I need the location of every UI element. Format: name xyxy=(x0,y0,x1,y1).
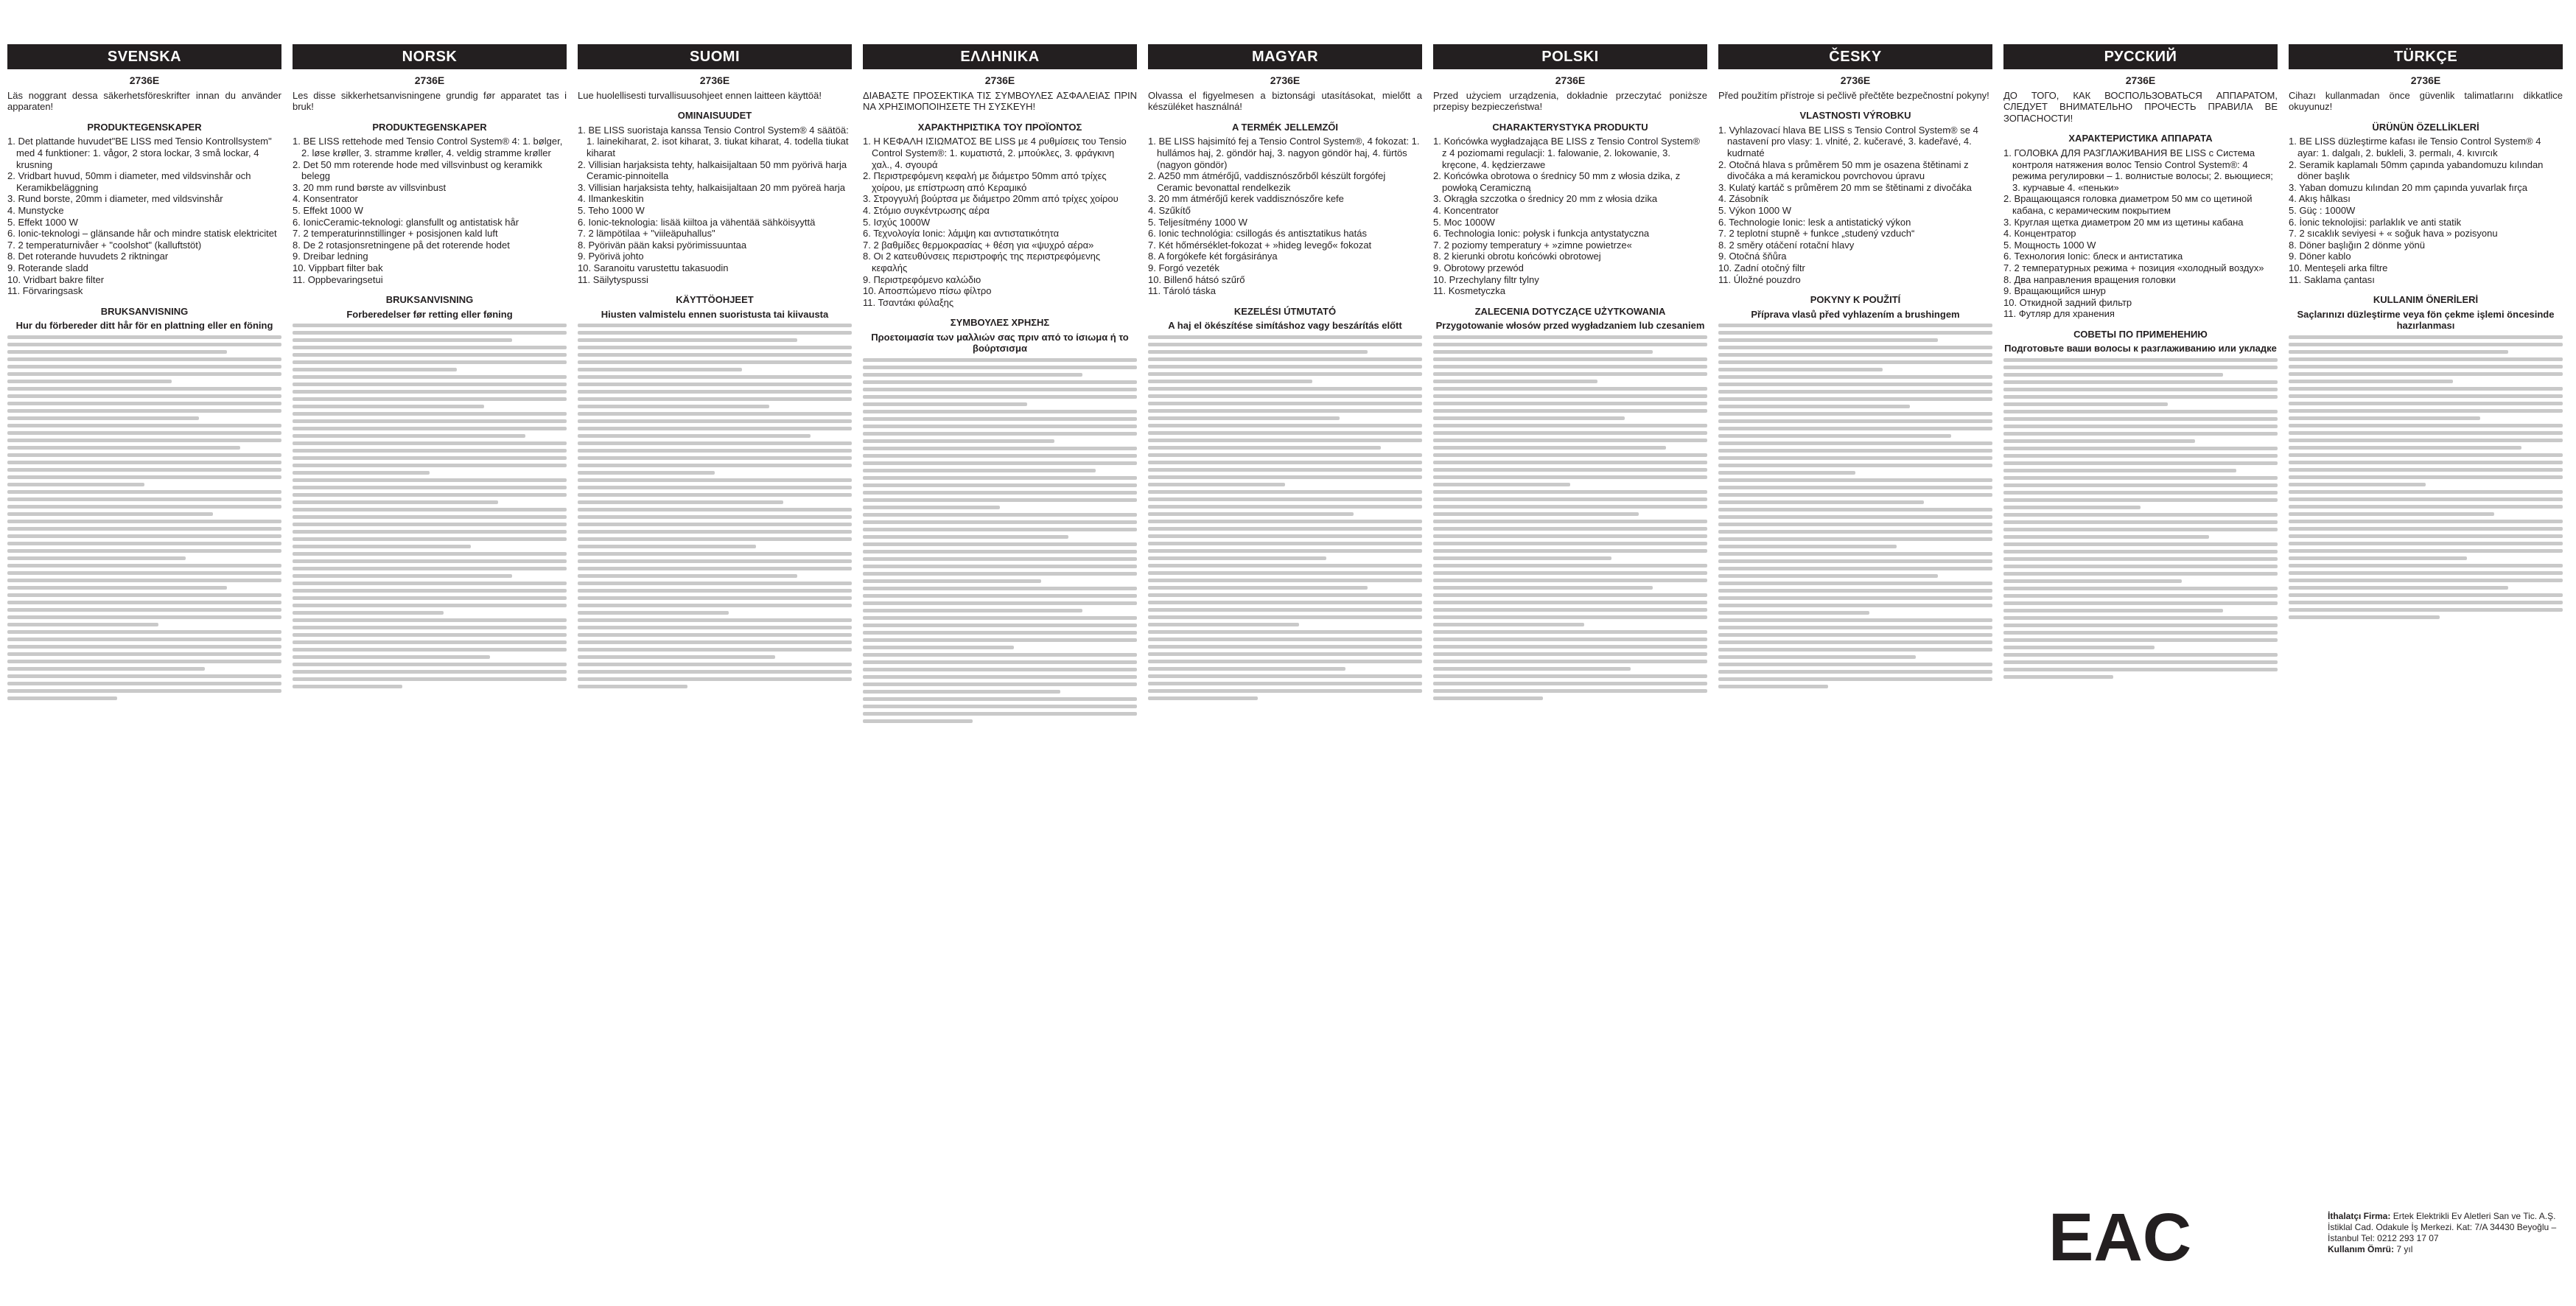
feature-item: 3. Okrągła szczotka o średnicy 20 mm z włosia dzika xyxy=(1433,193,1658,205)
feature-item: 1. Det plattande huvudet"BE LISS med Tensio Kontrollsystem" med 4 funktioner: 1. vågor, 2 stora lockar, 3 små lockar, 4 krusning xyxy=(7,136,272,170)
feature-item: 4. Ilmankeskitin xyxy=(578,193,644,205)
feature-item: 6. Ionic technológia: csillogás és antisztatikus hatás xyxy=(1148,228,1368,240)
feature-item: 7. 2 температурных режима + позиция «холодный воздух» xyxy=(2003,262,2264,273)
feature-item: 2. Περιστρεφόμενη κεφαλή με διάμετρο 50mm από τρίχες χοίρου, με επίστρωση από Κεραμικό xyxy=(863,170,1107,193)
feature-item: 6. Τεχνολογία Ionic: λάμψη και αντιστατικότητα xyxy=(863,228,1060,240)
body-text-placeholder xyxy=(7,335,281,700)
feature-item: 10. Przechylany filtr tylny xyxy=(1433,273,1539,285)
body-text-placeholder xyxy=(863,358,1137,723)
model-code: 2736E xyxy=(414,74,445,86)
model-code: 2736E xyxy=(1555,74,1586,86)
feature-item: 5. Výkon 1000 W xyxy=(1718,204,1791,216)
feature-item: 2. Otočná hlava s průměrem 50 mm je osazena štětinami z divočáka a má keramickou povrchovou úpravu xyxy=(1718,158,1969,182)
feature-item: 2. Villisian harjaksista tehty, halkaisijaltaan 50 mm pyörivä harja Ceramic-pinnoitella xyxy=(578,158,847,182)
feature-item: 3. Στρογγυλή βούρτσα με διάμετρο 20mm από τρίχες χοίρου xyxy=(863,193,1119,205)
usage-title: ΣΥΜΒΟΥΛΕΣ ΧΡΗΣΗΣ xyxy=(950,317,1050,329)
feature-item: 7. 2 temperaturinnstillinger + posisjonen kald luft xyxy=(293,228,498,240)
turkey-importer-block xyxy=(2328,1211,2571,1255)
feature-item: 11. Säilytyspussi xyxy=(578,273,648,285)
features-list xyxy=(1433,136,1707,296)
feature-item: 5. Effekt 1000 W xyxy=(293,204,363,216)
lifetime-line xyxy=(2328,1244,2571,1255)
feature-item: 4. Konsentrator xyxy=(293,193,358,205)
language-column-fi xyxy=(578,44,852,1290)
feature-item: 7. Két hőmérséklet-fokozat + »hideg levegő« fokozat xyxy=(1148,239,1372,251)
eac-logo-text: EAC xyxy=(2048,1200,2192,1275)
feature-item: 11. Saklama çantası xyxy=(2289,273,2375,285)
feature-item: 11. Τσαντάκι φύλαξης xyxy=(863,296,954,308)
feature-item: 1. ГОЛОВКА ДЛЯ РАЗГЛАЖИВАНИЯ BE LISS с Системa контроля натяжения волос Tensio Control System®: 4 режима регулировки – 1. волнистые волосы; 2. вьющиеся; 3. курчавые 4. «пеньки» xyxy=(2003,147,2273,193)
usage-subtitle: Forberedelser før retting eller føning xyxy=(346,308,513,320)
eac-logo-icon xyxy=(2047,1194,2192,1275)
features-list xyxy=(863,136,1137,308)
safety-notice: Przed użyciem urządzenia, dokładnie przeczytać poniższe przepisy bezpieczeństwa! xyxy=(1433,89,1707,113)
feature-item: 8. Два направления вращения головки xyxy=(2003,273,2176,285)
feature-item: 9. Obrotowy przewód xyxy=(1433,262,1524,273)
model-code: 2736E xyxy=(2125,74,2156,86)
feature-item: 9. Roterande sladd xyxy=(7,262,88,273)
features-list xyxy=(578,125,852,285)
model-code: 2736E xyxy=(129,74,160,86)
feature-item: 8. 2 směry otáčení rotační hlavy xyxy=(1718,239,1855,251)
features-title: ÜRÜNÜN ÖZELLİKLERİ xyxy=(2372,121,2479,133)
safety-notice: Lue huolellisesti turvallisuusohjeet ennen laitteen käyttöä! xyxy=(578,89,822,101)
feature-item: 8. A forgókefe két forgásiránya xyxy=(1148,251,1278,262)
usage-subtitle: Příprava vlasů před vyhlazením a brushingem xyxy=(1751,308,1960,320)
feature-item: 7. 2 βαθμίδες θερμοκρασίας + θέση για «ψυχρό αέρα» xyxy=(863,239,1094,251)
usage-title: СОВЕТЫ ПО ПРИМЕНЕНИЮ xyxy=(2073,328,2208,340)
importer-label: İthalatçı Firma: xyxy=(2328,1211,2391,1221)
feature-item: 5. Moc 1000W xyxy=(1433,216,1495,228)
feature-item: 7. 2 teplotní stupně + funkce „studený vzduch“ xyxy=(1718,228,1915,240)
usage-subtitle: Προετοιμασία των μαλλιών σας πριν από το ίσιωμα ή το βούρτσισμα xyxy=(871,331,1129,355)
features-list xyxy=(1148,136,1422,296)
language-column-ru xyxy=(2003,44,2278,1290)
feature-item: 4. Szűkítő xyxy=(1148,204,1191,216)
feature-item: 11. Oppbevaringsetui xyxy=(293,273,383,285)
feature-item: 8. Det roterande huvudets 2 riktningar xyxy=(7,251,169,262)
body-text-placeholder xyxy=(578,324,852,688)
feature-item: 3. Villisian harjaksista tehty, halkaisijaltaan 20 mm pyöreä harja xyxy=(578,181,845,193)
language-column-tr xyxy=(2289,44,2563,1290)
feature-item: 4. Koncentrator xyxy=(1433,204,1499,216)
language-column-el xyxy=(863,44,1137,1290)
feature-item: 1. BE LISS suoristaja kanssa Tensio Control System® 4 säätöä: 1. lainekiharat, 2. isot kiharat, 3. tiukat kiharat, 4. todella tiukat kiharat xyxy=(578,124,849,158)
feature-item: 8. 2 kierunki obrotu końcówki obrotowej xyxy=(1433,251,1601,262)
feature-item: 2. A250 mm átmérőjű, vaddisznószőrből készült forgófej Ceramic bevonattal rendelkezik xyxy=(1148,170,1386,193)
feature-item: 2. Det 50 mm roterende hode med villsvinbust og keramikk belegg xyxy=(293,158,542,182)
feature-item: 6. Ionic-teknologi – glänsande hår och mindre statisk elektricitet xyxy=(7,228,277,240)
body-text-placeholder xyxy=(2003,358,2278,679)
feature-item: 7. 2 poziomy temperatury + »zimne powietrze« xyxy=(1433,239,1632,251)
feature-item: 10. Откидной задний фильтр xyxy=(2003,296,2132,308)
feature-item: 3. Kulatý kartáč s průměrem 20 mm se štětinami z divočáka xyxy=(1718,181,1972,193)
language-header: SUOMI xyxy=(578,44,852,69)
features-list xyxy=(2289,136,2563,285)
feature-item: 6. IonicCeramic-teknologi: glansfullt og antistatisk hår xyxy=(293,216,519,228)
usage-title: POKYNY K POUŽITÍ xyxy=(1810,294,1901,306)
importer-value: Ertek Elektrikli Ev Aletleri San ve Tic. A.Ş. xyxy=(2393,1211,2556,1221)
language-header: POLSKI xyxy=(1433,44,1707,69)
feature-item: 5. Teljesítmény 1000 W xyxy=(1148,216,1247,228)
feature-item: 11. Úložné pouzdro xyxy=(1718,273,1801,285)
feature-item: 1. Vyhlazovací hlava BE LISS s Tensio Control System® se 4 nastavení pro vlasy: 1. vlnité, 2. kučeravé, 3. kadeřavé, 4. kudrnaté xyxy=(1718,124,1978,158)
feature-item: 1. BE LISS hajsimító fej a Tensio Control System®, 4 fokozat: 1. hullámos haj, 2. göndör haj, 3. nagyon göndör haj, 4. fürtös (nagyon göndör) xyxy=(1148,136,1420,170)
safety-notice: Před použitím přístroje si pečlivě přečtěte bezpečnostní pokyny! xyxy=(1718,89,1989,101)
safety-notice: Cihazı kullanmadan önce güvenlik talimatlarını dikkatlice okuyunuz! xyxy=(2289,89,2563,113)
usage-title: KEZELÉSI ÚTMUTATÓ xyxy=(1233,305,1337,317)
feature-item: 6. Технология Ionic: блеск и антистатика xyxy=(2003,251,2183,262)
feature-item: 9. Döner kablo xyxy=(2289,251,2351,262)
model-code: 2736E xyxy=(1270,74,1301,86)
feature-item: 11. Kosmetyczka xyxy=(1433,285,1506,297)
feature-item: 5. Effekt 1000 W xyxy=(7,216,78,228)
features-title: PRODUKTEGENSKAPER xyxy=(372,121,487,133)
language-header: ČESKY xyxy=(1718,44,1992,69)
feature-item: 9. Dreibar ledning xyxy=(293,251,368,262)
body-text-placeholder xyxy=(1433,335,1707,700)
feature-item: 9. Pyörivä johto xyxy=(578,251,644,262)
body-text-placeholder xyxy=(2289,335,2563,619)
feature-item: 11. Förvaringsask xyxy=(7,285,83,297)
features-list xyxy=(2003,147,2278,320)
model-code: 2736E xyxy=(984,74,1015,86)
features-list xyxy=(293,136,567,285)
feature-item: 10. Vridbart bakre filter xyxy=(7,273,105,285)
language-column-pl xyxy=(1433,44,1707,1290)
language-header: NORSK xyxy=(293,44,567,69)
language-column-sv xyxy=(7,44,281,1290)
feature-item: 9. Forgó vezeték xyxy=(1148,262,1219,273)
features-title: ХАРАКТЕРИСТИКА АППАРАТА xyxy=(2068,133,2213,144)
feature-item: 10. Billenő hátsó szűrő xyxy=(1148,273,1245,285)
usage-subtitle: A haj el ökészítése simításhoz vagy beszárítás előtt xyxy=(1168,320,1402,332)
safety-notice: ΔΙΑΒΑΣΤΕ ΠΡΟΣΕΚΤΙΚΑ ΤΙΣ ΣΥΜΒΟΥΛΕΣ ΑΣΦΑΛΕΙΑΣ ΠΡΙΝ ΝΑ ΧΡΗΣΙΜΟΠΟΙΗΣΕΤΕ ΤΗ ΣΥΣΚΕΥΗ! xyxy=(863,89,1137,113)
language-header: TÜRKÇE xyxy=(2289,44,2563,69)
language-header: SVENSKA xyxy=(7,44,281,69)
feature-item: 10. Saranoitu varustettu takasuodin xyxy=(578,262,729,273)
feature-item: 8. Pyörivän pään kaksi pyörimissuuntaa xyxy=(578,239,747,251)
usage-subtitle: Hur du förbereder ditt hår för en plattning eller en föning xyxy=(15,320,273,332)
feature-item: 6. İonic teknolojisi: parlaklık ve anti statik xyxy=(2289,216,2462,228)
usage-title: KÄYTTÖOHJEET xyxy=(676,294,754,306)
feature-item: 5. Ισχύς 1000W xyxy=(863,216,931,228)
usage-subtitle: Saçlarınızı düzleştirme veya fön çekme işlemi öncesinde hazırlanması xyxy=(2297,308,2555,332)
safety-notice: ДО ТОГО, КАК ВОСПОЛЬЗОВАТЬСЯ АППАРАТОМ, СЛЕДУЕТ ВНИМАТЕЛЬНО ПРОЧЕСТЬ ПРАВИЛА ВЕ ЗОПАСНОСТИ! xyxy=(2003,89,2278,124)
features-list xyxy=(1718,125,1992,285)
feature-item: 3. Круглая щетка диаметром 20 мм из щетины кабана xyxy=(2003,216,2244,228)
features-title: VLASTNOSTI VÝROBKU xyxy=(1799,110,1911,122)
feature-item: 4. Zásobník xyxy=(1718,193,1768,205)
features-title: PRODUKTEGENSKAPER xyxy=(87,121,202,133)
features-title: OMINAISUUDET xyxy=(677,110,752,122)
features-title: A TERMÉK JELLEMZŐI xyxy=(1232,121,1338,133)
language-header: ΕΛΛΗΝΙΚΑ xyxy=(863,44,1137,69)
safety-notice: Läs noggrant dessa säkerhetsföreskrifter innan du använder apparaten! xyxy=(7,89,281,113)
feature-item: 10. Menteşeli arka filtre xyxy=(2289,262,2388,273)
body-text-placeholder xyxy=(1718,324,1992,688)
feature-item: 2. Końcówka obrotowa o średnicy 50 mm z włosia dzika, z powłoką Ceramiczną xyxy=(1433,170,1681,193)
lifetime-label: Kullanım Ömrü: xyxy=(2328,1244,2395,1254)
feature-item: 8. Οι 2 κατευθύνσεις περιστροφής της περιστρεφόμενης κεφαλής xyxy=(863,251,1101,273)
feature-item: 4. Munstycke xyxy=(7,204,64,216)
language-column-hu xyxy=(1148,44,1422,1290)
feature-item: 6. Technologia Ionic: połysk i funkcja antystatyczna xyxy=(1433,228,1650,240)
safety-notice: Olvassa el figyelmesen a biztonsági utasításokat, mielőtt a készüléket használná! xyxy=(1148,89,1422,113)
feature-item: 1. Η ΚΕΦΑΛΗ ΙΣΙΩΜΑΤΟΣ BE LISS με 4 ρυθμίσεις του Tensio Control System®: 1. κυματιστά, 2. μπούκλες, 3. φράγκινη χαλ., 4. σγουρά xyxy=(863,136,1127,170)
feature-item: 3. Rund borste, 20mm i diameter, med vildsvinshår xyxy=(7,193,223,205)
feature-item: 8. De 2 rotasjonsretningene på det roterende hodet xyxy=(293,239,510,251)
body-text-placeholder xyxy=(1148,335,1422,700)
feature-item: 10. Vippbart filter bak xyxy=(293,262,383,273)
features-title: ΧΑΡΑΚΤΗΡΙΣΤΙΚΑ ΤΟΥ ΠΡΟΪΟΝΤΟΣ xyxy=(917,121,1082,133)
feature-item: 10. Αποσπώμενο πίσω φίλτρο xyxy=(863,285,992,297)
feature-item: 4. Концентратор xyxy=(2003,228,2076,240)
language-column-cs xyxy=(1718,44,1992,1290)
feature-item: 2. Seramik kaplamalı 50mm çapında yabandomuzu kılından döner başlık xyxy=(2289,158,2544,182)
feature-item: 6. Technologie Ionic: lesk a antistatický výkon xyxy=(1718,216,1911,228)
feature-item: 5. Teho 1000 W xyxy=(578,204,645,216)
feature-item: 1. BE LISS rettehode med Tensio Control System® 4: 1. bølger, 2. løse krøller, 3. stramme krøller, 4. veldig stramme krøller xyxy=(293,136,563,158)
feature-item: 10. Zadní otočný filtr xyxy=(1718,262,1805,273)
feature-item: 3. Yaban domuzu kılından 20 mm çapında yuvarlak fırça xyxy=(2289,181,2527,193)
usage-subtitle: Przygotowanie włosów przed wygładzaniem lub czesaniem xyxy=(1435,320,1705,332)
language-header: MAGYAR xyxy=(1148,44,1422,69)
usage-subtitle: Подготовьте ваши волосы к разглаживанию или укладке xyxy=(2004,343,2277,355)
usage-title: BRUKSANVISNING xyxy=(385,294,474,306)
feature-item: 1. Końcówka wygładzająca BE LISS z Tensio Control System® z 4 poziomami regulacji: 1. falowanie, 2. lokowanie, 3. kręcone, 4. kędzierzawe xyxy=(1433,136,1700,170)
feature-item: 7. 2 lämpötilaa + "viileäpuhallus" xyxy=(578,228,715,240)
importer-line xyxy=(2328,1211,2571,1222)
feature-item: 4. Στόμιο συγκέντρωσης αέρα xyxy=(863,204,990,216)
feature-item: 4. Akış hâlkası xyxy=(2289,193,2351,205)
feature-item: 2. Вращающаяся головка диаметром 50 мм со щетиной кабана, с керамическим покрытием xyxy=(2003,193,2253,216)
feature-item: 7. 2 sıcaklık seviyesi + « soğuk hava » pozisyonu xyxy=(2289,228,2498,240)
feature-item: 11. Tároló táska xyxy=(1148,285,1217,297)
features-title: CHARAKTERYSTYKA PRODUKTU xyxy=(1492,121,1648,133)
lifetime-value: 7 yıl xyxy=(2396,1244,2413,1254)
model-code: 2736E xyxy=(1840,74,1871,86)
feature-item: 2. Vridbart huvud, 50mm i diameter, med vildsvinshår och Keramikbeläggning xyxy=(7,170,251,193)
feature-item: 5. Güç : 1000W xyxy=(2289,204,2356,216)
feature-item: 5. Мощность 1000 W xyxy=(2003,239,2096,251)
body-text-placeholder xyxy=(293,324,567,688)
features-list xyxy=(7,136,281,296)
feature-item: 9. Περιστρεφόμενο καλώδιο xyxy=(863,273,981,285)
usage-title: KULLANIM ÖNERİLERİ xyxy=(2373,294,2479,306)
feature-item: 3. 20 mm rund børste av villsvinbust xyxy=(293,181,447,193)
language-column-no xyxy=(293,44,567,1290)
feature-item: 9. Otočná šňůra xyxy=(1718,251,1787,262)
feature-item: 9. Вращающийся шнур xyxy=(2003,285,2106,297)
usage-title: BRUKSANVISNING xyxy=(100,305,189,317)
feature-item: 7. 2 temperaturnivåer + "coolshot" (kalluftstöt) xyxy=(7,239,202,251)
feature-item: 6. Ionic-teknologia: lisää kiiltoa ja vähentää sähköisyyttä xyxy=(578,216,816,228)
importer-address: İstiklal Cad. Odakule İş Merkezi. Kat: 7/A 34430 Beyoğlu – İstanbul Tel: 0212 293 17 07 xyxy=(2328,1222,2557,1243)
feature-item: 11. Футляр для хранения xyxy=(2003,308,2115,320)
language-header: РУССКИЙ xyxy=(2003,44,2278,69)
feature-item: 8. Döner başlığın 2 dönme yönü xyxy=(2289,239,2426,251)
safety-notice: Les disse sikkerhetsanvisningene grundig før apparatet tas i bruk! xyxy=(293,89,567,113)
feature-item: 3. 20 mm átmérőjű kerek vaddisznószőre kefe xyxy=(1148,193,1344,205)
model-code: 2736E xyxy=(699,74,730,86)
usage-title: ZALECENIA DOTYCZĄCE UŻYTKOWANIA xyxy=(1474,305,1666,317)
feature-item: 1. BE LISS düzleştirme kafası ile Tensio Control System® 4 ayar: 1. dalgalı, 2. bukleli, 3. permalı, 4. kıvırcık xyxy=(2289,136,2541,158)
model-code: 2736E xyxy=(2410,74,2441,86)
usage-subtitle: Hiusten valmistelu ennen suoristusta tai kiivausta xyxy=(601,308,829,320)
